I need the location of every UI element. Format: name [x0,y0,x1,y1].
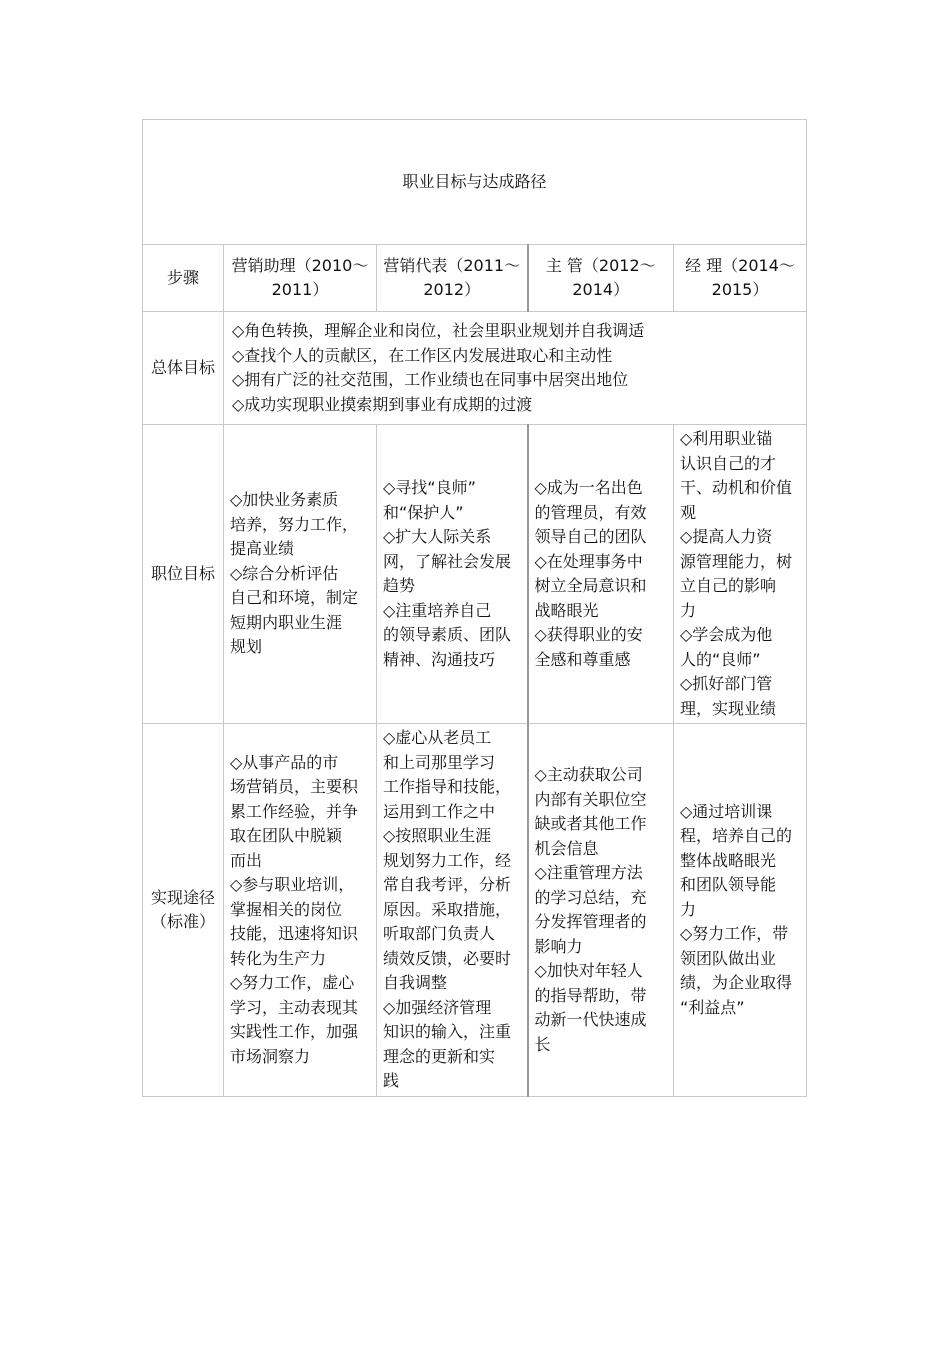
cell-line: 绩，为企业取得 [680,973,793,993]
cell-line: 和团队领导能 [680,875,777,895]
cell-line: 工作指导和技能， [383,777,512,797]
cell-line: 和“保护人” [383,502,464,522]
overall-goal-content [224,312,807,425]
cell-line: 场营销员，主要积 [230,777,359,797]
cell-line: 立自己的影响 [680,576,777,595]
overall-goal-line: ◇角色转换，理解企业和岗位，社会里职业规划并自我调适 [232,321,645,340]
cell-line: 的指导帮助，带 [534,985,647,1005]
cell-line: 规划努力工作，经 [383,850,512,870]
cell-line: ◇综合分析评估 [230,563,339,583]
cell-line: ◇加快对年轻人 [534,961,643,980]
overall-goal-line: ◇成功实现职业摸索期到事业有成期的过渡 [232,394,533,414]
cell-line: 理念的更新和实 [383,1046,496,1066]
cell-line: 领团队做出业 [680,948,777,968]
cell-line: ◇寻找“良师” [383,478,476,497]
cell-line: 的学习总结，充 [534,887,647,907]
cell-line: 力 [680,899,697,919]
cell-line: 而出 [230,850,263,870]
cell-line: 缺或者其他工作 [534,814,647,833]
cell-line: ◇扩大人际关系 [383,527,492,546]
cell-line: 践 [383,1071,400,1091]
cell-line: 影响力 [534,936,583,956]
cell-line: “利益点” [680,997,745,1017]
path-manager [674,724,807,1097]
cell-line: ◇主动获取公司 [534,765,643,784]
cell-line: 整体战略眼光 [680,850,777,870]
cell-line: ◇从事产品的市 [230,752,339,772]
overall-goal-line: ◇拥有广泛的社交范围，工作业绩也在同事中居突出地位 [232,370,629,389]
cell-line: ◇虚心从老员工 [383,728,492,748]
cell-line: 知识的输入，注重 [383,1022,512,1042]
cell-line: ◇获得职业的安 [534,625,643,644]
cell-line: 自己和环境，制定 [230,588,359,608]
cell-line: 精神、沟通技巧 [383,649,496,669]
cell-line: 动新一代快速成 [534,1010,647,1029]
cell-line: ◇提高人力资 [680,527,773,546]
path-supervisor [528,724,674,1097]
cell-line: 取在团队中脱颖 [230,826,343,846]
career-plan-table [142,119,807,1097]
cell-line: 学习，主动表现其 [230,997,359,1017]
cell-line: 趋势 [383,576,416,595]
cell-line: ◇在处理事务中 [534,551,643,571]
cell-line: ◇抓好部门管 [680,674,773,693]
cell-line: 运用到工作之中 [383,801,496,821]
cell-line: 理，实现业绩 [680,698,777,718]
cell-line: 干、动机和价值 [680,478,793,497]
stage-header-representative: 营销代表（2011～ 2012） [377,245,528,312]
cell-line: 源管理能力，树 [680,551,793,571]
cell-line: 长 [534,1034,551,1054]
cell-line: 听取部门负责人 [383,924,496,944]
overall-goal-label: 总体目标 [143,312,224,425]
cell-line: 市场洞察力 [230,1046,311,1066]
stage-header-manager: 经 理（2014～ 2015） [674,245,807,312]
cell-line: 力 [680,600,697,620]
position-goal-representative [377,425,528,724]
cell-line: 技能，迅速将知识 [230,924,359,944]
position-goal-label: 职位目标 [143,425,224,724]
stage-header-assistant: 营销助理（2010～ 2011） [224,245,377,312]
cell-line: 转化为生产力 [230,948,327,968]
cell-line: 累工作经验，并争 [230,801,359,821]
cell-line: ◇加强经济管理 [383,997,492,1017]
cell-line: 绩效反馈，必要时 [383,948,512,968]
cell-line: 提高业绩 [230,539,295,559]
cell-line: 短期内职业生涯 [230,612,343,632]
cell-line: ◇通过培训课 [680,801,773,821]
cell-line: ◇学会成为他 [680,625,773,644]
cell-line: ◇努力工作，带 [680,924,789,944]
cell-line: 分发挥管理者的 [534,912,647,931]
cell-line: 内部有关职位空 [534,789,647,809]
cell-line: 实践性工作，加强 [230,1022,359,1042]
cell-line: 领导自己的团队 [534,527,647,546]
cell-line: 掌握相关的岗位 [230,899,343,919]
position-goal-assistant [224,425,377,724]
cell-line: 树立全局意识和 [534,576,647,595]
cell-line: 常自我考评，分析 [383,875,512,895]
cell-line: 机会信息 [534,838,599,858]
cell-line: 程，培养自己的 [680,826,793,846]
path-row [143,724,807,1097]
cell-line: 培养，努力工作， [230,514,359,534]
path-representative [377,724,528,1097]
position-goal-manager [674,425,807,724]
position-goal-row [143,425,807,724]
cell-line: 的管理员，有效 [534,502,647,522]
cell-line: ◇注重培养自己 [383,600,492,620]
overall-goal-line: ◇查找个人的贡献区，在工作区内发展进取心和主动性 [232,345,613,365]
cell-line: ◇加快业务素质 [230,490,339,510]
cell-line: ◇按照职业生涯 [383,826,492,846]
cell-line: 战略眼光 [534,600,599,620]
cell-line: 原因。采取措施， [383,899,512,919]
cell-line: ◇成为一名出色 [534,478,643,497]
cell-line: 认识自己的才 [680,453,777,473]
overall-goal-row [143,312,807,425]
cell-line: 的领导素质、团队 [383,625,512,644]
path-label: 实现途径 （标准） [143,724,224,1097]
header-row [143,245,807,312]
cell-line: 全感和尊重感 [534,649,631,669]
path-assistant [224,724,377,1097]
cell-line: 网，了解社会发展 [383,551,512,571]
cell-line: ◇注重管理方法 [534,863,643,882]
cell-line: 人的“良师” [680,649,761,669]
table-title: 职业目标与达成路径 [143,120,807,245]
cell-line: 自我调整 [383,973,448,993]
stage-header-supervisor: 主 管（2012～ 2014） [528,245,674,312]
cell-line: 规划 [230,637,263,657]
position-goal-supervisor [528,425,674,724]
cell-line: 和上司那里学习 [383,752,496,772]
cell-line: ◇努力工作，虚心 [230,973,355,993]
cell-line: 观 [680,502,697,522]
cell-line: ◇参与职业培训， [230,875,355,895]
step-header: 步骤 [143,245,224,312]
cell-line: ◇利用职业锚 [680,429,773,448]
